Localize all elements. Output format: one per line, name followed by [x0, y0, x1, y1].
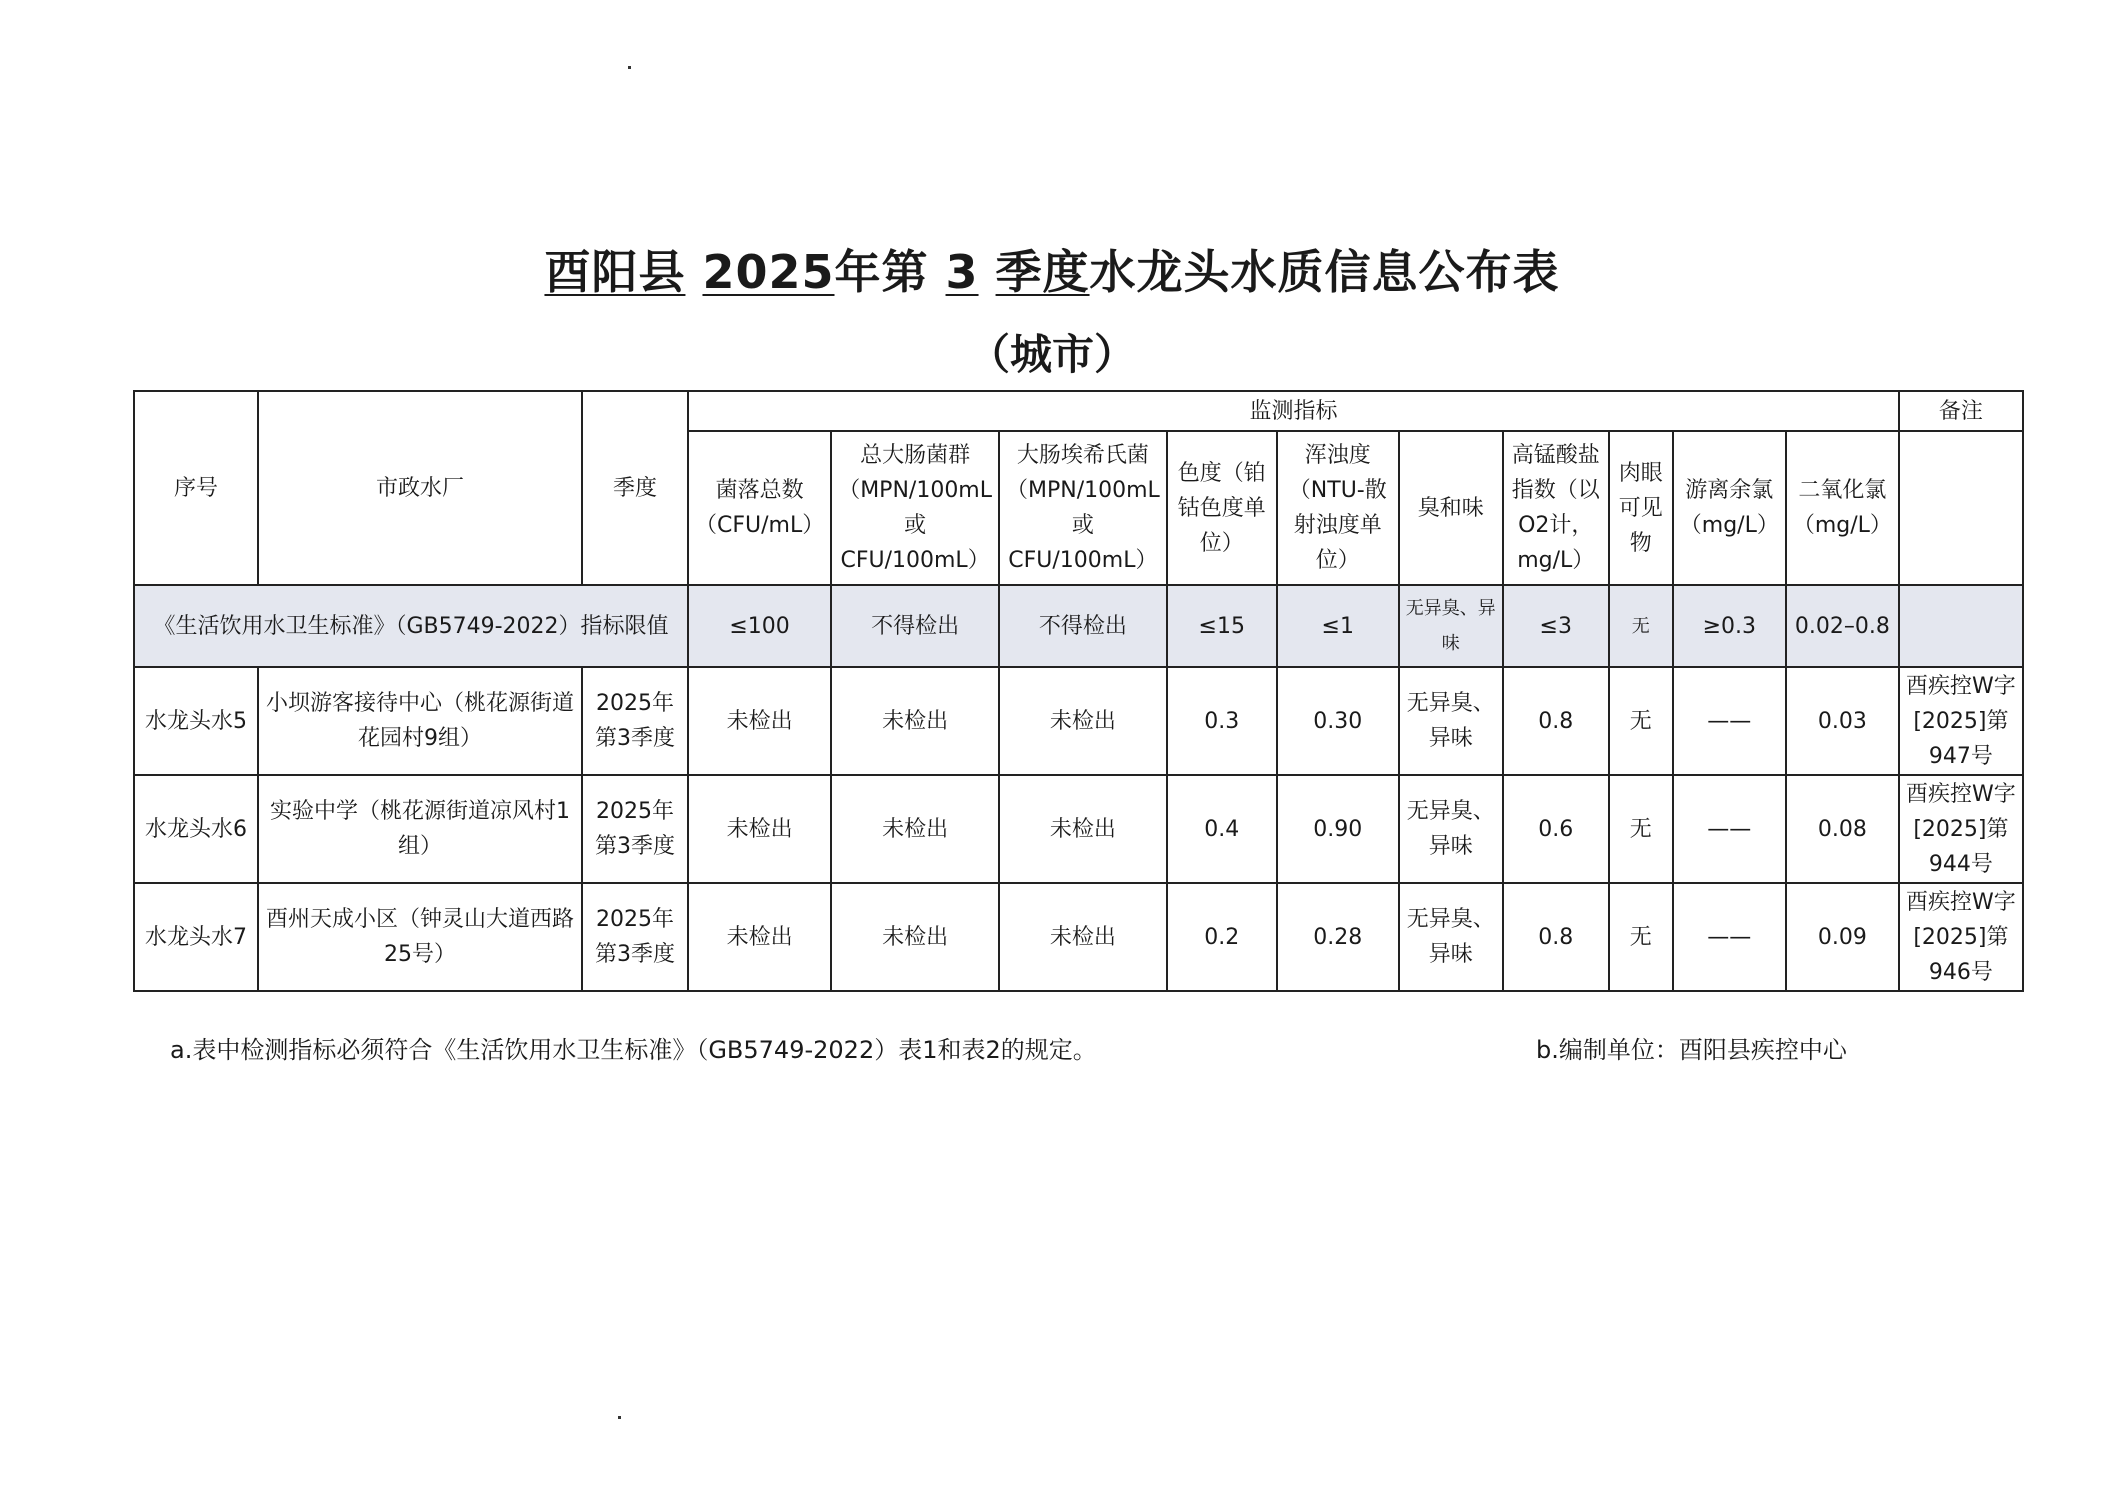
header-row-group — [134, 391, 2023, 431]
row-value: 0.90 — [1277, 775, 1399, 883]
standard-value: ≤3 — [1503, 585, 1609, 667]
row-value: 未检出 — [831, 667, 999, 775]
standard-value: 无 — [1609, 585, 1673, 667]
title-rest: 水龙头水质信息公布表 — [1089, 245, 1560, 299]
standard-value: ≤100 — [688, 585, 831, 667]
row-value: 无异臭、异味 — [1399, 775, 1503, 883]
row-value: 0.6 — [1503, 775, 1609, 883]
header-plant: 市政水厂 — [258, 391, 582, 585]
row-value: 未检出 — [999, 775, 1167, 883]
header-monitoring: 监测指标 — [688, 391, 1899, 431]
row-value: 0.28 — [1277, 883, 1399, 991]
row-value: 未检出 — [688, 883, 831, 991]
row-season: 2025年第3季度 — [582, 775, 688, 883]
row-plant: 酉州天成小区（钟灵山大道西路25号） — [258, 883, 582, 991]
row-value: 未检出 — [688, 775, 831, 883]
row-index: 水龙头水6 — [134, 775, 258, 883]
title-year: 2025 — [702, 245, 835, 299]
header-indicator: 总大肠菌群（MPN/100mL或CFU/100mL） — [831, 431, 999, 585]
standard-row — [134, 585, 2023, 667]
row-value: 0.8 — [1503, 883, 1609, 991]
row-plant: 实验中学（桃花源街道凉风村1组） — [258, 775, 582, 883]
header-indicator: 二氧化氯（mg/L） — [1786, 431, 1899, 585]
standard-value: ≤15 — [1167, 585, 1277, 667]
row-value: —— — [1673, 775, 1786, 883]
row-value: —— — [1673, 883, 1786, 991]
standard-remark — [1899, 585, 2023, 667]
header-indicator: 浑浊度（NTU-散射浊度单位） — [1277, 431, 1399, 585]
row-value: —— — [1673, 667, 1786, 775]
row-value: 无异臭、异味 — [1399, 883, 1503, 991]
row-value: 未检出 — [999, 667, 1167, 775]
title-county: 酉阳县 — [544, 245, 686, 299]
row-value: 0.30 — [1277, 667, 1399, 775]
row-value: 无 — [1609, 667, 1673, 775]
standard-value: 不得检出 — [831, 585, 999, 667]
water-quality-table — [133, 390, 2024, 992]
header-remark: 备注 — [1899, 391, 2023, 431]
row-season: 2025年第3季度 — [582, 667, 688, 775]
header-index: 序号 — [134, 391, 258, 585]
row-index: 水龙头水5 — [134, 667, 258, 775]
row-value: 无 — [1609, 883, 1673, 991]
title-quarter-suffix: 季度 — [995, 245, 1090, 299]
table-row — [134, 775, 2023, 883]
header-remark-blank — [1899, 431, 2023, 585]
row-value: 未检出 — [831, 775, 999, 883]
header-season: 季度 — [582, 391, 688, 585]
header-indicator: 菌落总数（CFU/mL） — [688, 431, 831, 585]
row-value: 0.8 — [1503, 667, 1609, 775]
standard-value: 无异臭、异味 — [1399, 585, 1503, 667]
header-indicator: 臭和味 — [1399, 431, 1503, 585]
row-value: 0.09 — [1786, 883, 1899, 991]
row-value: 0.4 — [1167, 775, 1277, 883]
row-value: 0.2 — [1167, 883, 1277, 991]
table-row — [134, 883, 2023, 991]
row-value: 未检出 — [831, 883, 999, 991]
footnote-a: a.表中检测指标必须符合《生活饮用水卫生标准》（GB5749-2022）表1和表2的规定。 — [170, 1036, 1097, 1064]
row-index: 水龙头水7 — [134, 883, 258, 991]
row-value: 0.08 — [1786, 775, 1899, 883]
row-value: 无 — [1609, 775, 1673, 883]
row-value: 无异臭、异味 — [1399, 667, 1503, 775]
standard-value: 不得检出 — [999, 585, 1167, 667]
title-quarter: 3 — [945, 245, 979, 299]
page-subtitle: （城市） — [967, 330, 1136, 379]
standard-value: ≥0.3 — [1673, 585, 1786, 667]
row-value: 0.03 — [1786, 667, 1899, 775]
header-indicator: 高锰酸盐指数（以O2计，mg/L） — [1503, 431, 1609, 585]
row-plant: 小坝游客接待中心（桃花源街道花园村9组） — [258, 667, 582, 775]
header-indicator: 色度（铂钴色度单位） — [1167, 431, 1277, 585]
row-season: 2025年第3季度 — [582, 883, 688, 991]
page-title — [0, 236, 2104, 302]
row-value: 0.3 — [1167, 667, 1277, 775]
title-year-suffix: 年第 — [834, 245, 929, 299]
row-value: 未检出 — [999, 883, 1167, 991]
scan-speck — [618, 1416, 621, 1419]
row-remark: 酉疾控W字[2025]第947号 — [1899, 667, 2023, 775]
footnote-b: b.编制单位：酉阳县疾控中心 — [1536, 1036, 1847, 1064]
header-indicator: 肉眼可见物 — [1609, 431, 1673, 585]
header-indicator: 大肠埃希氏菌（MPN/100mL或CFU/100mL） — [999, 431, 1167, 585]
scan-speck — [628, 66, 631, 69]
header-indicator: 游离余氯（mg/L） — [1673, 431, 1786, 585]
table-row — [134, 667, 2023, 775]
row-remark: 酉疾控W字[2025]第946号 — [1899, 883, 2023, 991]
standard-value: ≤1 — [1277, 585, 1399, 667]
row-remark: 酉疾控W字[2025]第944号 — [1899, 775, 2023, 883]
row-value: 未检出 — [688, 667, 831, 775]
standard-label: 《生活饮用水卫生标准》（GB5749-2022）指标限值 — [134, 585, 688, 667]
standard-value: 0.02–0.8 — [1786, 585, 1899, 667]
